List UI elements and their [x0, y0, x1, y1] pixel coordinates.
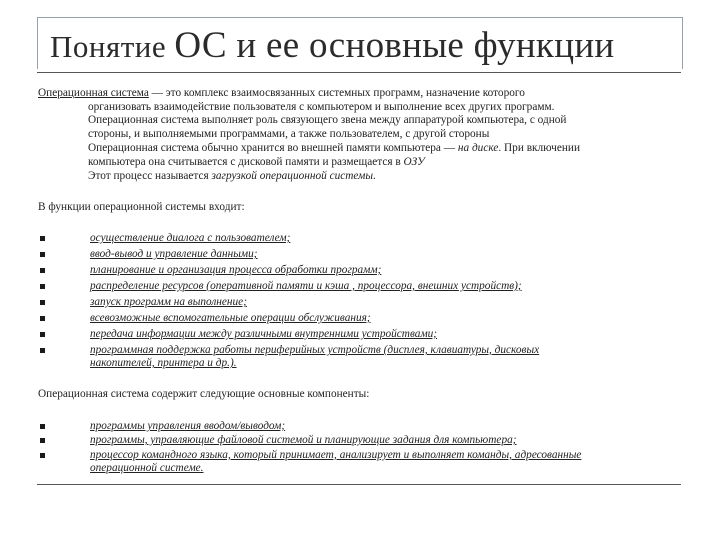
square-bullet-icon [40, 236, 45, 241]
component-item: программы, управляющие файловой системой и планирующие задания для компьютера; [90, 434, 517, 446]
page-title [50, 24, 690, 67]
intro-line-4: стороны, и выполняемыми программами, а также пользователем, с другой стороны [88, 128, 490, 140]
functions-heading: В функции операционной системы входит: [38, 201, 245, 213]
component-item: процессор командного языка, который принимает, анализирует и выполняет команды, адресованные [90, 449, 582, 461]
function-item: программная поддержка работы периферийных устройств (дисплея, клавиатуры, дисковых [90, 344, 540, 356]
square-bullet-icon [40, 252, 45, 257]
function-item: передача информации между различными внутренними устройствами; [90, 328, 438, 340]
title-divider [37, 72, 681, 73]
function-item: ввод-вывод и управление данными; [90, 248, 258, 260]
intro-line-1: Операционная система — это комплекс взаимосвязанных системных программ, назначение которого [38, 87, 525, 99]
square-bullet-icon [40, 332, 45, 337]
function-item-continued: накопителей, принтера и др.). [90, 357, 237, 369]
os-term: Операционная система [38, 87, 149, 99]
intro-line-7: Этот процесс называется загрузкой операционной системы. [88, 170, 376, 182]
component-item-continued: операционной системе. [90, 462, 204, 474]
title-part1: Понятие [50, 29, 175, 64]
intro-line-3: Операционная система выполняет роль связующего звена между аппаратурой компьютера, с одной [88, 114, 567, 126]
bottom-divider [37, 484, 681, 485]
square-bullet-icon [40, 453, 45, 458]
intro-line-2: организовать взаимодействие пользователя с компьютером и выполнение всех других программ. [88, 101, 555, 113]
square-bullet-icon [40, 268, 45, 273]
function-item: осуществление диалога с пользователем; [90, 232, 291, 244]
title-part2: ОС и ее основные функции [174, 25, 615, 66]
function-item: распределение ресурсов (оперативной памяти и кэша , процессора, внешних устройств); [90, 280, 522, 292]
square-bullet-icon [40, 300, 45, 305]
intro-line-5: Операционная система обычно хранится во внешней памяти компьютера — на диске. При включении [88, 142, 581, 154]
square-bullet-icon [40, 284, 45, 289]
square-bullet-icon [40, 438, 45, 443]
component-item: программы управления вводом/выводом; [90, 420, 286, 432]
square-bullet-icon [40, 424, 45, 429]
square-bullet-icon [40, 316, 45, 321]
intro-line-6: компьютера она считывается с дисковой памяти и размещается в ОЗУ [88, 156, 425, 168]
components-heading: Операционная система содержит следующие основные компоненты: [38, 388, 370, 400]
function-item: планирование и организация процесса обработки программ; [90, 264, 382, 276]
function-item: запуск программ на выполнение; [90, 296, 247, 308]
function-item: всевозможные вспомогательные операции обслуживания; [90, 312, 371, 324]
square-bullet-icon [40, 348, 45, 353]
